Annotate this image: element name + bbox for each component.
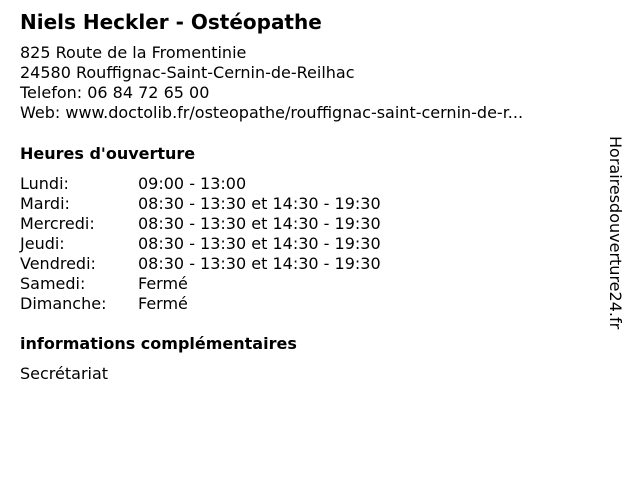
hours-value: 08:30 - 13:30 et 14:30 - 19:30 xyxy=(138,254,381,273)
day-label: Lundi: xyxy=(20,174,69,193)
hours-value: Fermé xyxy=(138,274,188,293)
business-name: Niels Heckler - Ostéopathe xyxy=(20,10,322,34)
address-line-street: 825 Route de la Fromentinie xyxy=(20,43,247,62)
hours-row-tuesday xyxy=(20,194,381,214)
day-label: Jeudi: xyxy=(20,234,65,253)
hours-value: Fermé xyxy=(138,294,188,313)
hours-row-thursday xyxy=(20,234,381,254)
hours-value: 09:00 - 13:00 xyxy=(138,174,247,193)
hours-row-wednesday xyxy=(20,214,381,234)
hours-value: 08:30 - 13:30 et 14:30 - 19:30 xyxy=(138,234,381,253)
opening-hours-list xyxy=(20,174,381,314)
day-label: Mercredi: xyxy=(20,214,95,233)
day-label: Dimanche: xyxy=(20,294,107,313)
day-label: Samedi: xyxy=(20,274,86,293)
hours-row-saturday xyxy=(20,274,381,294)
hours-value: 08:30 - 13:30 et 14:30 - 19:30 xyxy=(138,214,381,233)
additional-info-heading: informations complémentaires xyxy=(20,334,297,353)
additional-info-text: Secrétariat xyxy=(20,364,109,383)
contact-block xyxy=(20,43,523,123)
day-label: Mardi: xyxy=(20,194,70,213)
opening-hours-heading: Heures d'ouverture xyxy=(20,144,196,163)
hours-row-sunday xyxy=(20,294,381,314)
hours-row-friday xyxy=(20,254,381,274)
site-watermark: Horairesdouverture24.fr xyxy=(606,136,625,330)
address-line-city: 24580 Rouffignac-Saint-Cernin-de-Reilhac xyxy=(20,63,355,82)
hours-row-monday xyxy=(20,174,381,194)
website-line[interactable]: Web: www.doctolib.fr/osteopathe/rouffignac-saint-cernin-de-r... xyxy=(20,103,524,122)
phone-line[interactable]: Telefon: 06 84 72 65 00 xyxy=(20,83,210,102)
hours-value: 08:30 - 13:30 et 14:30 - 19:30 xyxy=(138,194,381,213)
day-label: Vendredi: xyxy=(20,254,96,273)
